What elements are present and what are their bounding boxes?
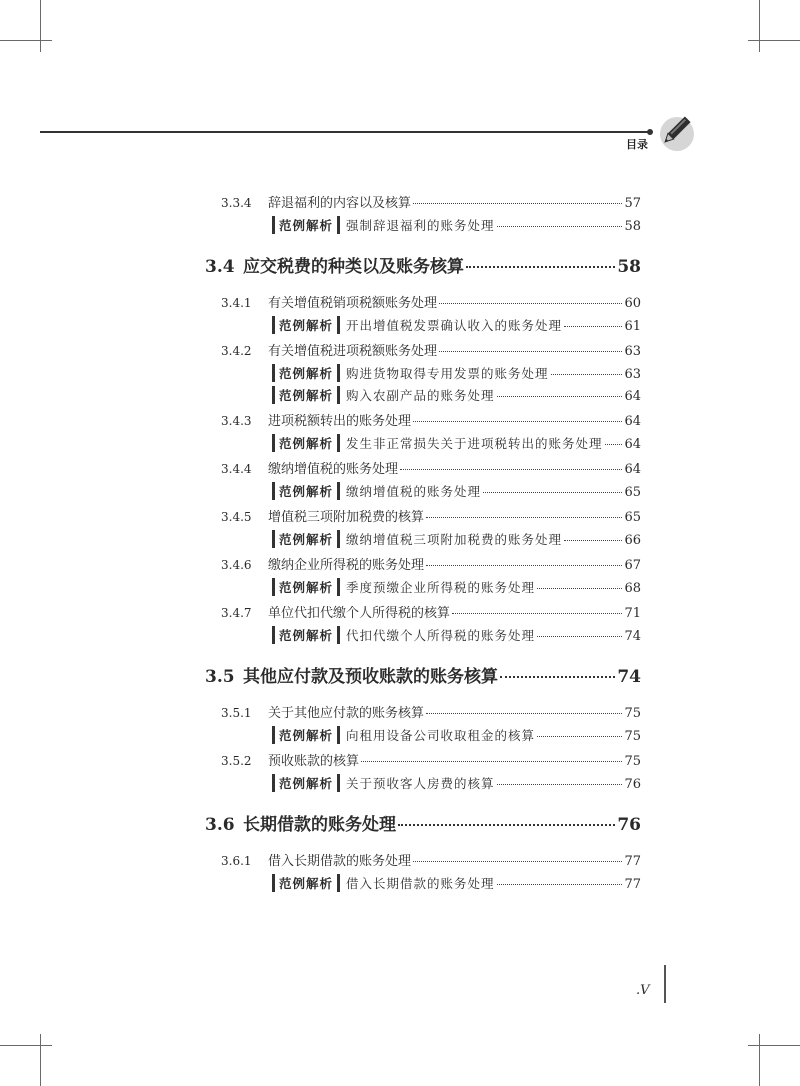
toc-number: 3.5 [205, 667, 235, 687]
toc-page-number: 65 [624, 510, 641, 525]
toc-subsection[interactable] [205, 602, 641, 626]
toc-number: 3.4.1 [221, 296, 252, 310]
toc-page-number: 64 [624, 437, 641, 452]
toc-title: 向租用设备公司收取租金的核算 [346, 728, 536, 743]
toc-subsection[interactable] [205, 292, 641, 316]
dot-leader [497, 396, 623, 397]
toc-page-number: 58 [617, 257, 641, 277]
toc-section[interactable] [205, 252, 641, 282]
crop-mark-top-right-h [748, 40, 800, 41]
toc-subsection[interactable] [205, 702, 641, 726]
toc-title: 购进货物取得专用发票的账务处理 [346, 366, 549, 381]
example-tag: 范例解析 [272, 874, 340, 892]
table-of-contents [205, 190, 641, 896]
toc-example[interactable] [205, 482, 641, 504]
toc-title: 借入长期借款的账务处理 [268, 854, 412, 869]
example-tag: 范例解析 [272, 434, 340, 452]
toc-title: 购入农副产品的账务处理 [346, 388, 495, 403]
dot-leader [564, 540, 622, 541]
dot-leader [497, 226, 623, 227]
crop-mark-bottom-left-v [40, 1034, 41, 1086]
toc-number: 3.4.7 [221, 606, 252, 620]
toc-page-number: 67 [624, 558, 641, 573]
example-tag: 范例解析 [272, 216, 340, 234]
example-tag: 范例解析 [272, 364, 340, 382]
toc-number: 3.4.6 [221, 558, 252, 572]
dot-leader [466, 266, 615, 268]
toc-page-number: 61 [624, 319, 641, 334]
toc-section[interactable] [205, 662, 641, 692]
toc-number: 3.6.1 [221, 854, 252, 868]
toc-example[interactable] [205, 774, 641, 796]
dot-leader [605, 444, 623, 445]
dot-leader [426, 565, 622, 566]
pencil-icon [655, 112, 695, 152]
example-tag: 范例解析 [272, 774, 340, 792]
dot-leader [426, 713, 622, 714]
toc-page-number: 75 [624, 729, 641, 744]
toc-number: 3.4.3 [221, 414, 252, 428]
toc-page-number: 57 [624, 196, 641, 211]
toc-example[interactable] [205, 578, 641, 600]
toc-number: 3.4 [205, 257, 235, 277]
toc-subsection[interactable] [205, 192, 641, 216]
toc-title: 有关增值税进项税额账务处理 [268, 344, 438, 359]
toc-title: 长期借款的账务处理 [243, 815, 396, 835]
dot-leader [564, 326, 622, 327]
toc-subsection[interactable] [205, 410, 641, 434]
toc-title: 开出增值税发票确认收入的账务处理 [346, 318, 563, 333]
toc-title: 有关增值税销项税额账务处理 [268, 296, 438, 311]
toc-title: 借入长期借款的账务处理 [346, 876, 495, 891]
toc-title: 进项税额转出的账务处理 [268, 414, 412, 429]
toc-subsection[interactable] [205, 850, 641, 874]
dot-leader [413, 861, 622, 862]
toc-page-number: 77 [624, 854, 641, 869]
toc-example[interactable] [205, 434, 641, 456]
dot-leader [500, 676, 615, 678]
crop-mark-top-left-v [40, 0, 41, 52]
toc-number: 3.4.4 [221, 462, 252, 476]
toc-title: 应交税费的种类以及账务核算 [243, 257, 464, 277]
toc-page-number: 64 [624, 389, 641, 404]
toc-section[interactable] [205, 810, 641, 840]
toc-number: 3.3.4 [221, 196, 252, 210]
page-number: .V [636, 983, 650, 998]
example-tag: 范例解析 [272, 316, 340, 334]
toc-page-number: 75 [624, 754, 641, 769]
toc-page-number: 76 [617, 815, 641, 835]
toc-number: 3.4.2 [221, 344, 252, 358]
toc-subsection[interactable] [205, 458, 641, 482]
crop-mark-bottom-right-v [759, 1034, 760, 1086]
folio-rule [664, 965, 666, 1003]
crop-mark-bottom-left-h [0, 1045, 52, 1046]
toc-page-number: 63 [624, 367, 641, 382]
dot-leader [361, 761, 622, 762]
toc-number: 3.6 [205, 815, 235, 835]
toc-title: 关于其他应付款的账务核算 [268, 706, 425, 721]
toc-example[interactable] [205, 726, 641, 748]
dot-leader [537, 636, 622, 637]
toc-title: 发生非正常损失关于进项税转出的账务处理 [346, 436, 603, 451]
toc-number: 3.5.1 [221, 706, 252, 720]
toc-title: 缴纳增值税的账务处理 [268, 462, 399, 477]
header-title: 目录 [626, 138, 648, 151]
toc-title: 季度预缴企业所得税的账务处理 [346, 580, 536, 595]
dot-leader [551, 374, 623, 375]
dot-leader [413, 421, 622, 422]
toc-page-number: 75 [624, 706, 641, 721]
toc-example[interactable] [205, 530, 641, 552]
toc-page-number: 74 [624, 629, 641, 644]
example-tag: 范例解析 [272, 726, 340, 744]
toc-number: 3.4.5 [221, 510, 252, 524]
crop-mark-top-right-v [759, 0, 760, 52]
dot-leader [426, 517, 622, 518]
toc-example[interactable] [205, 874, 641, 896]
toc-title: 缴纳企业所得税的账务处理 [268, 558, 425, 573]
crop-mark-bottom-right-h [748, 1045, 800, 1046]
dot-leader [439, 351, 622, 352]
toc-page-number: 63 [624, 344, 641, 359]
dot-leader [398, 824, 615, 826]
dot-leader [400, 469, 622, 470]
toc-title: 代扣代缴个人所得税的账务处理 [346, 628, 536, 643]
header-rule-dot [647, 129, 653, 135]
toc-subsection[interactable] [205, 750, 641, 774]
toc-example[interactable] [205, 316, 641, 338]
dot-leader [497, 784, 623, 785]
toc-page-number: 68 [624, 581, 641, 596]
toc-title: 增值税三项附加税费的核算 [268, 510, 425, 525]
toc-title: 预收账款的核算 [268, 754, 360, 769]
toc-title: 缴纳增值税三项附加税费的账务处理 [346, 532, 563, 547]
toc-title: 强制辞退福利的账务处理 [346, 218, 495, 233]
dot-leader [537, 588, 622, 589]
toc-title: 其他应付款及预收账款的账务核算 [243, 667, 498, 687]
dot-leader [497, 884, 623, 885]
toc-page-number: 64 [624, 414, 641, 429]
dot-leader [413, 203, 622, 204]
toc-title: 辞退福利的内容以及核算 [268, 196, 412, 211]
toc-page-number: 64 [624, 462, 641, 477]
dot-leader [483, 492, 622, 493]
toc-page-number: 77 [624, 877, 641, 892]
toc-example[interactable] [205, 626, 641, 648]
toc-page-number: 58 [624, 219, 641, 234]
toc-number: 3.5.2 [221, 754, 252, 768]
toc-subsection[interactable] [205, 506, 641, 530]
toc-subsection[interactable] [205, 340, 641, 364]
dot-leader [452, 613, 622, 614]
example-tag: 范例解析 [272, 530, 340, 548]
example-tag: 范例解析 [272, 482, 340, 500]
toc-title: 单位代扣代缴个人所得税的核算 [268, 606, 451, 621]
toc-title: 缴纳增值税的账务处理 [346, 484, 482, 499]
toc-subsection[interactable] [205, 554, 641, 578]
toc-page-number: 65 [624, 485, 641, 500]
toc-page-number: 66 [624, 533, 641, 548]
dot-leader [537, 736, 622, 737]
example-tag: 范例解析 [272, 578, 340, 596]
crop-mark-top-left-h [0, 40, 52, 41]
example-tag: 范例解析 [272, 626, 340, 644]
toc-example[interactable] [205, 364, 641, 386]
toc-page-number: 76 [624, 777, 641, 792]
toc-example[interactable] [205, 386, 641, 408]
header-rule [40, 131, 652, 133]
toc-example[interactable] [205, 216, 641, 238]
example-tag: 范例解析 [272, 386, 340, 404]
toc-title: 关于预收客人房费的核算 [346, 776, 495, 791]
toc-page-number: 60 [624, 296, 641, 311]
dot-leader [439, 303, 622, 304]
toc-page-number: 74 [617, 667, 641, 687]
toc-page-number: 71 [624, 606, 641, 621]
